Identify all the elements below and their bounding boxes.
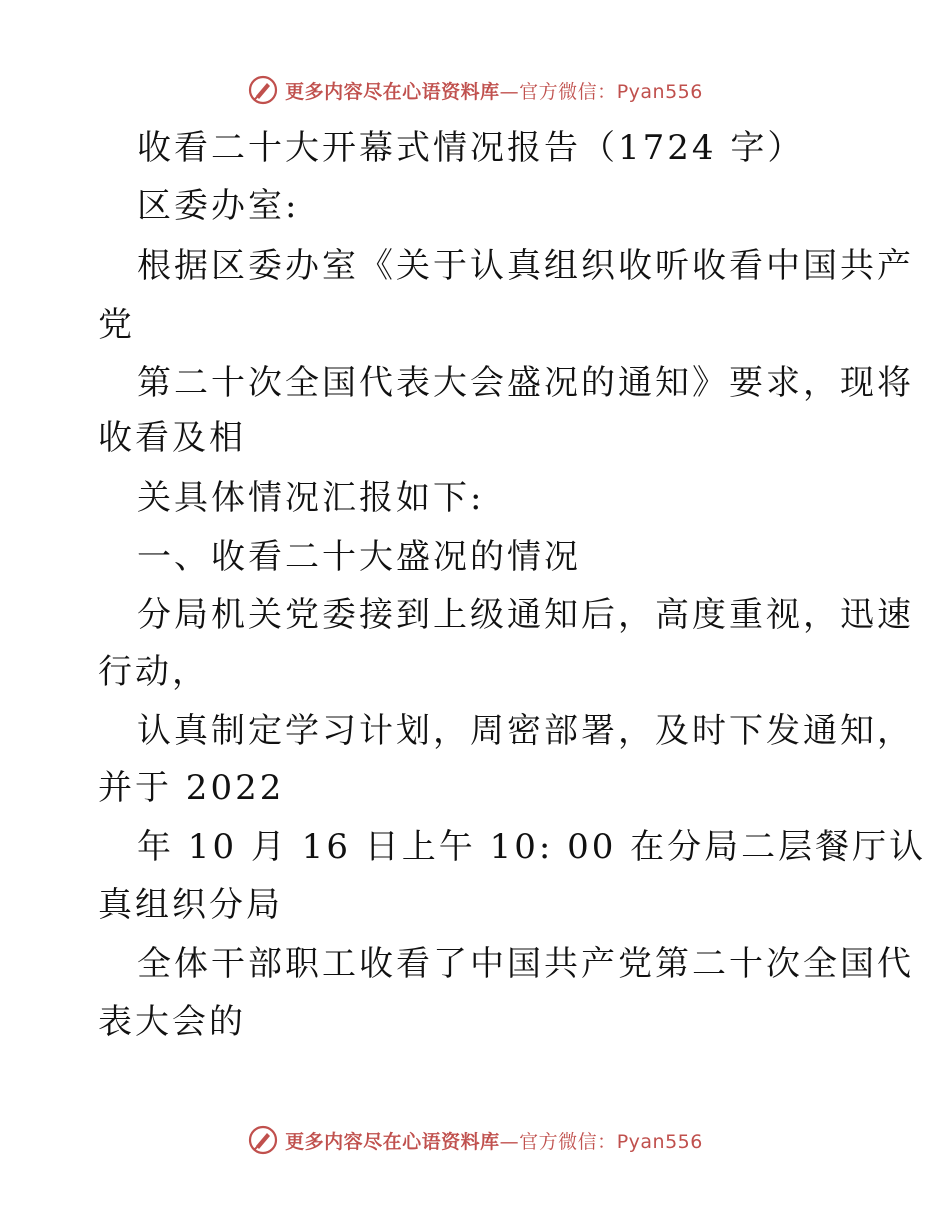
paragraph-line: 第二十次全国代表大会盛况的通知》要求，现将 <box>137 363 914 403</box>
watermark-text <box>285 77 703 104</box>
watermark-wechat-id: Pyan556 <box>616 80 703 103</box>
paragraph-line: 并于 2022 <box>98 768 285 808</box>
watermark-wechat-label: 官方微信： <box>519 80 617 103</box>
paragraph-line: 年 10 月 16 日上午 10: 00 在分局二层餐厅认 <box>137 827 927 867</box>
paragraph-line: 行动， <box>98 652 209 692</box>
paragraph-line: 党 <box>98 305 135 345</box>
watermark-wechat-id: Pyan556 <box>616 1130 703 1153</box>
addressee-line: 区委办室: <box>137 186 300 226</box>
paragraph-line: 表大会的 <box>98 1002 246 1042</box>
watermark-site-text: 更多内容尽在心语资料库 <box>285 1130 500 1153</box>
footer-watermark <box>0 1120 950 1160</box>
quill-seal-icon <box>247 74 279 106</box>
quill-seal-icon <box>247 1124 279 1156</box>
paragraph-line: 根据区委办室《关于认真组织收听收看中国共产 <box>137 246 914 286</box>
watermark-text <box>285 1127 703 1154</box>
paragraph-line: 关具体情况汇报如下: <box>137 478 485 518</box>
section-heading: 一、收看二十大盛况的情况 <box>137 537 581 577</box>
header-watermark <box>0 70 950 110</box>
paragraph-line: 认真制定学习计划，周密部署，及时下发通知， <box>137 711 914 751</box>
watermark-site-text: 更多内容尽在心语资料库 <box>285 80 500 103</box>
paragraph-line: 收看及相 <box>98 418 246 458</box>
watermark-separator: — <box>499 80 520 103</box>
paragraph-line: 真组织分局 <box>98 885 283 925</box>
watermark-separator: — <box>499 1130 520 1153</box>
document-title: 收看二十大开幕式情况报告（1724 字） <box>137 128 805 168</box>
paragraph-line: 分局机关党委接到上级通知后，高度重视，迅速 <box>137 595 914 635</box>
paragraph-line: 全体干部职工收看了中国共产党第二十次全国代 <box>137 944 914 984</box>
watermark-wechat-label: 官方微信： <box>519 1130 617 1153</box>
